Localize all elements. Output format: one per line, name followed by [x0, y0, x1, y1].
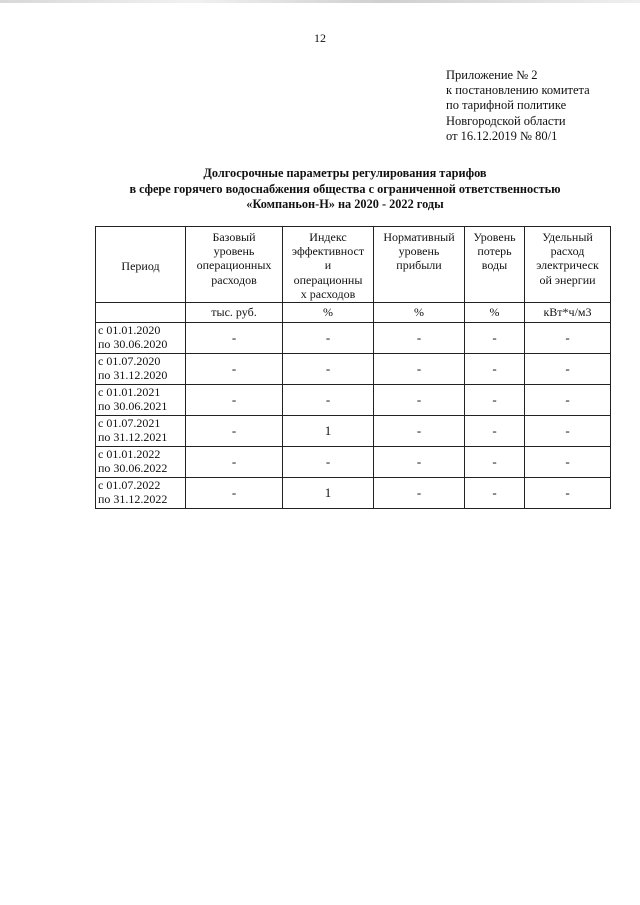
header-water-loss: Уровень потерь воды [465, 227, 525, 303]
loss-cell: - [465, 354, 525, 385]
appendix-line: от 16.12.2019 № 80/1 [446, 128, 558, 143]
index-cell: - [283, 385, 374, 416]
base-cell: - [186, 478, 283, 509]
period-cell: с 01.07.2022 по 31.12.2022 [96, 478, 186, 509]
period-cell: с 01.07.2020 по 31.12.2020 [96, 354, 186, 385]
table-row [96, 385, 611, 416]
energy-cell: - [525, 385, 611, 416]
profit-cell: - [374, 323, 465, 354]
table-row [96, 478, 611, 509]
title-line: в сфере горячего водоснабжения общества с ограниченной ответственностью [129, 181, 561, 196]
energy-cell: - [525, 478, 611, 509]
base-cell: - [186, 385, 283, 416]
unit-base: тыс. руб. [186, 303, 283, 323]
appendix-block [446, 68, 590, 144]
header-period: Период [96, 227, 186, 303]
index-cell: - [283, 354, 374, 385]
appendix-line: к постановлению комитета [446, 83, 590, 98]
loss-cell: - [465, 416, 525, 447]
unit-loss: % [465, 303, 525, 323]
unit-index: % [283, 303, 374, 323]
profit-cell: - [374, 416, 465, 447]
page-number: 12 [314, 31, 326, 45]
index-cell: 1 [283, 416, 374, 447]
index-cell: - [283, 323, 374, 354]
appendix-line: по тарифной политике [446, 98, 567, 113]
index-cell: 1 [283, 478, 374, 509]
profit-cell: - [374, 354, 465, 385]
period-cell: с 01.01.2020 по 30.06.2020 [96, 323, 186, 354]
period-cell: с 01.07.2021 по 31.12.2021 [96, 416, 186, 447]
loss-cell: - [465, 385, 525, 416]
period-cell: с 01.01.2021 по 30.06.2021 [96, 385, 186, 416]
table-row [96, 447, 611, 478]
profit-cell: - [374, 478, 465, 509]
table-units-row [96, 303, 611, 323]
base-cell: - [186, 416, 283, 447]
table-header-row [96, 227, 611, 303]
table-row [96, 323, 611, 354]
header-efficiency-index: Индекс эффективност и операционны х расходов [283, 227, 374, 303]
base-cell: - [186, 354, 283, 385]
base-cell: - [186, 323, 283, 354]
energy-cell: - [525, 323, 611, 354]
loss-cell: - [465, 478, 525, 509]
period-cell: с 01.01.2022 по 30.06.2022 [96, 447, 186, 478]
unit-energy: кВт*ч/м3 [525, 303, 611, 323]
appendix-line: Новгородской области [446, 113, 566, 128]
scan-top-edge [0, 0, 640, 3]
tariff-parameters-table [95, 226, 611, 509]
appendix-line: Приложение № 2 [446, 68, 538, 82]
profit-cell: - [374, 385, 465, 416]
unit-profit: % [374, 303, 465, 323]
table-row [96, 354, 611, 385]
document-title [0, 166, 640, 213]
unit-period-empty [96, 303, 186, 323]
table-row [96, 416, 611, 447]
header-base-level: Базовый уровень операционных расходов [186, 227, 283, 303]
profit-cell: - [374, 447, 465, 478]
header-profit-level: Нормативный уровень прибыли [374, 227, 465, 303]
loss-cell: - [465, 447, 525, 478]
header-energy-consumption: Удельный расход электрическ ой энергии [525, 227, 611, 303]
energy-cell: - [525, 447, 611, 478]
base-cell: - [186, 447, 283, 478]
loss-cell: - [465, 323, 525, 354]
index-cell: - [283, 447, 374, 478]
energy-cell: - [525, 416, 611, 447]
title-line: «Компаньон-Н» на 2020 - 2022 годы [246, 197, 444, 211]
title-line: Долгосрочные параметры регулирования тарифов [203, 166, 487, 180]
energy-cell: - [525, 354, 611, 385]
